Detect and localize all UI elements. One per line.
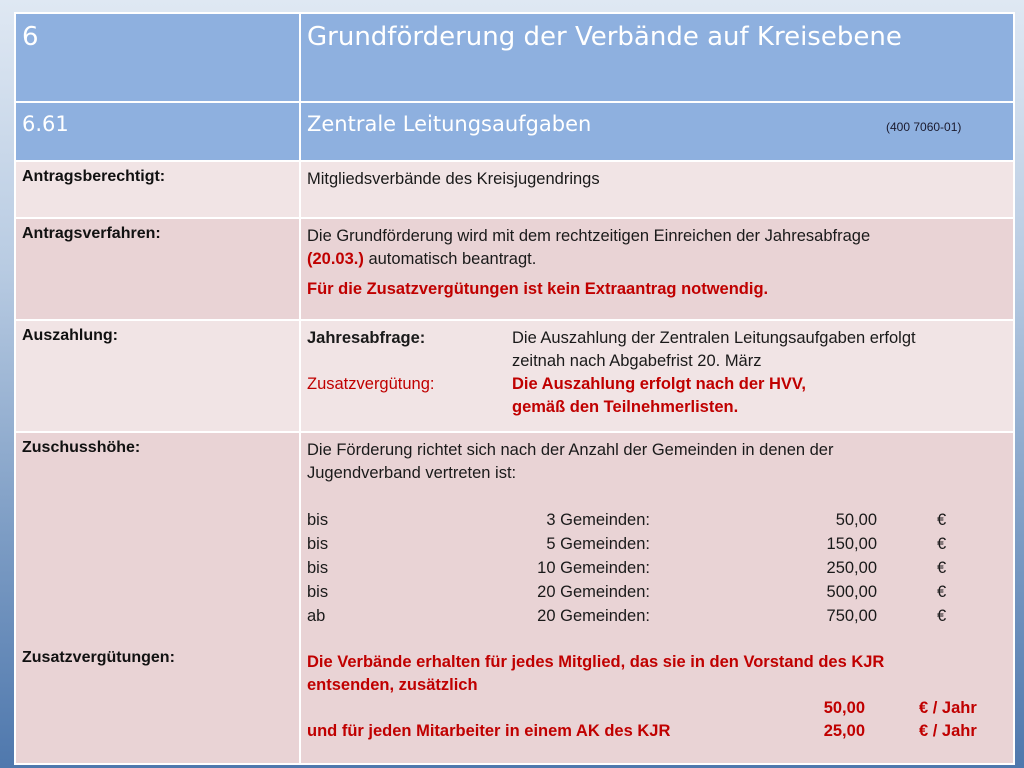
tier-amount: 50,00: [835, 511, 877, 529]
tier-amount: 150,00: [826, 535, 877, 553]
extra-amount-1: 50,00: [823, 699, 865, 717]
tier-count: 20 Gemeinden:: [537, 607, 650, 625]
tier-amount: 250,00: [826, 559, 877, 577]
tier-word: bis: [307, 583, 329, 601]
label-auszahlung: Auszahlung:: [22, 327, 118, 344]
subsection-header-row: [15, 102, 1014, 161]
extra-amount-2: 25,00: [823, 722, 865, 740]
tier-word: ab: [307, 607, 326, 625]
tier-count: 5 Gemeinden:: [546, 535, 650, 553]
zuschuss-intro-2: Jugendverband vertreten ist:: [307, 464, 517, 482]
antragsverfahren-line2: automatisch beantragt.: [363, 250, 537, 268]
tier-count: 20 Gemeinden:: [537, 583, 650, 601]
subsection-title: Zentrale Leitungsaufgaben: [307, 112, 592, 136]
budget-code: (400 7060-01): [886, 120, 962, 134]
row-zuschusshoehe: [15, 432, 1014, 764]
section-number-cell: [15, 13, 300, 102]
key-zusatzverguetung: Zusatzvergütung:: [307, 375, 435, 393]
tier-row: [307, 509, 1005, 533]
section-title: Grundförderung der Verbände auf Kreisebene: [307, 22, 902, 52]
tier-word: bis: [307, 535, 329, 553]
tier-row: [307, 605, 1005, 629]
extra-line1: Die Verbände erhalten für jedes Mitglied, das sie in den Vorstand des KJR: [307, 653, 885, 671]
funding-table: [14, 12, 1015, 765]
label-antragsberechtigt: Antragsberechtigt:: [22, 168, 166, 185]
label-antragsverfahren: Antragsverfahren:: [22, 225, 161, 242]
val-jahresabfrage-1: Die Auszahlung der Zentralen Leitungsaufgaben erfolgt: [512, 329, 916, 347]
row-auszahlung: [15, 320, 1014, 432]
deadline-date: (20.03.): [307, 250, 364, 268]
section-number: 6: [22, 22, 39, 52]
tier-currency: €: [937, 559, 947, 577]
tier-row: [307, 557, 1005, 581]
tier-list: [307, 509, 1005, 629]
antragsverfahren-note: Für die Zusatzvergütungen ist kein Extraantrag notwendig.: [307, 280, 769, 298]
value-antragsberechtigt: Mitgliedsverbände des Kreisjugendrings: [307, 170, 600, 188]
tier-word: bis: [307, 559, 329, 577]
tier-amount: 500,00: [826, 583, 877, 601]
tier-row: [307, 581, 1005, 605]
tier-currency: €: [937, 607, 947, 625]
section-title-cell: [300, 13, 1014, 102]
antragsverfahren-line1: Die Grundförderung wird mit dem rechtzeitigen Einreichen der Jahresabfrage: [307, 227, 871, 245]
tier-count: 10 Gemeinden:: [537, 559, 650, 577]
tier-currency: €: [937, 511, 947, 529]
label-zusatzverguetungen: Zusatzvergütungen:: [22, 649, 175, 666]
tier-amount: 750,00: [826, 607, 877, 625]
tier-currency: €: [937, 583, 947, 601]
subsection-number: 6.61: [22, 112, 69, 136]
extra-line2: entsenden, zusätzlich: [307, 676, 478, 694]
tier-row: [307, 533, 1005, 557]
tier-word: bis: [307, 511, 329, 529]
tier-currency: €: [937, 535, 947, 553]
subsection-number-cell: [15, 102, 300, 161]
row-antragsberechtigt: [15, 161, 1014, 218]
val-zusatzverguetung-2: gemäß den Teilnehmerlisten.: [512, 398, 739, 416]
tier-count: 3 Gemeinden:: [546, 511, 650, 529]
label-zuschusshoehe: Zuschusshöhe:: [22, 439, 141, 456]
key-jahresabfrage: Jahresabfrage:: [307, 329, 426, 347]
section-header-row: [15, 13, 1014, 102]
extra-unit-2: € / Jahr: [919, 722, 977, 740]
val-zusatzverguetung-1: Die Auszahlung erfolgt nach der HVV,: [512, 375, 806, 393]
subsection-title-cell: [300, 102, 1014, 161]
val-jahresabfrage-2: zeitnah nach Abgabefrist 20. März: [512, 352, 762, 370]
extra-unit-1: € / Jahr: [919, 699, 977, 717]
extra-line3: und für jeden Mitarbeiter in einem AK des KJR: [307, 722, 671, 740]
row-antragsverfahren: [15, 218, 1014, 320]
zuschuss-intro-1: Die Förderung richtet sich nach der Anzahl der Gemeinden in denen der: [307, 441, 834, 459]
